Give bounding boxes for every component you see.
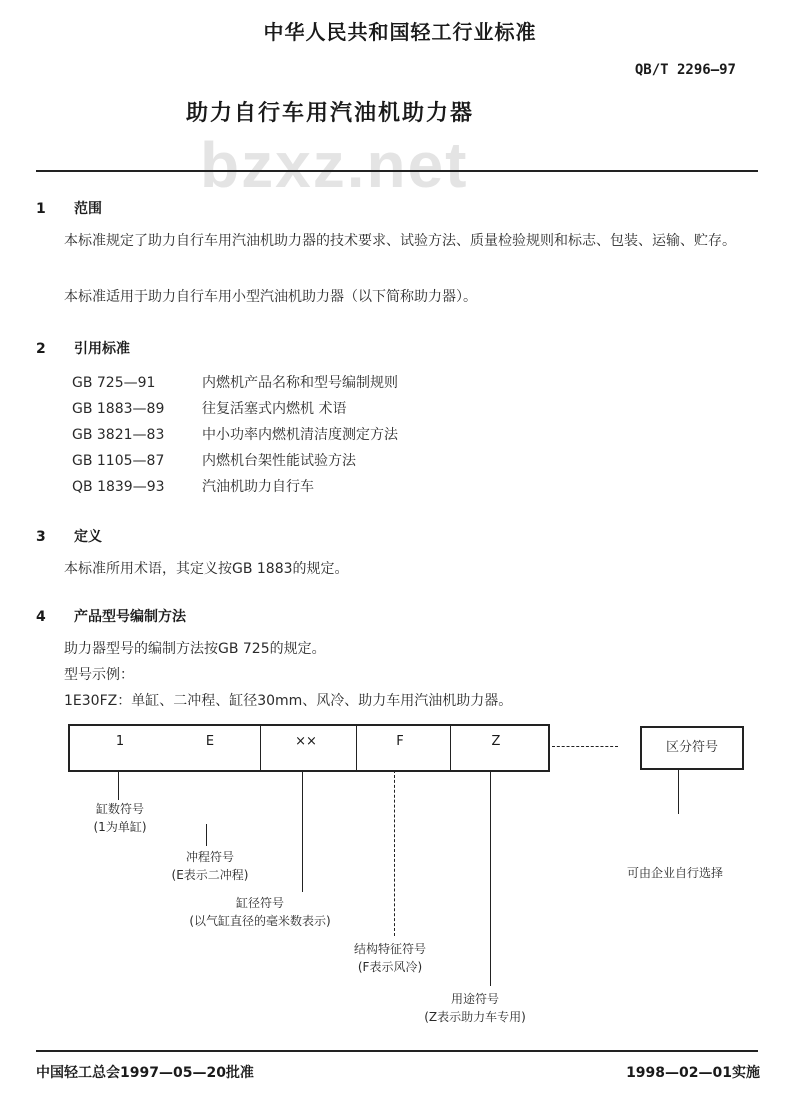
reference-code: QB 1839—93: [72, 479, 165, 495]
section-1-title: 范围: [74, 201, 102, 217]
label-stroke-desc: (E表示二冲程): [171, 868, 249, 882]
section-3-heading: [36, 526, 102, 546]
implementation-date: 1998—02—01实施: [626, 1065, 760, 1081]
cell-divider: [356, 726, 357, 770]
section-3-number: 3: [36, 529, 46, 545]
leader-suffix: [678, 768, 679, 814]
cell-divider: [450, 726, 451, 770]
cell-bore: ××: [295, 734, 317, 749]
label-stroke: [140, 848, 280, 884]
label-cylinder-name: 缸数符号: [95, 802, 144, 816]
suffix-connector: [552, 746, 618, 747]
section-1-number: 1: [36, 201, 46, 217]
reference-row: [72, 424, 398, 444]
approval-date: 中国轻工总会1997—05—20批准: [36, 1065, 254, 1081]
leader-bore: [302, 770, 303, 892]
section-4-heading: [36, 606, 186, 626]
reference-row: [72, 372, 398, 392]
header-rule: [36, 170, 758, 172]
cell-cylinder: 1: [115, 734, 125, 749]
label-usage-desc: (Z表示助力车专用): [424, 1010, 526, 1024]
section-4-line-1: 助力器型号的编制方法按GB 725的规定。: [64, 641, 326, 657]
standard-title: 中华人民共和国轻工行业标准: [263, 20, 537, 44]
watermark: bzxz.net: [200, 129, 469, 201]
section-2-number: 2: [36, 341, 46, 357]
section-4-line-2: 型号示例：: [64, 667, 134, 683]
suffix-box: 区分符号: [640, 726, 744, 770]
cell-divider: [260, 726, 261, 770]
reference-name: 内燃机产品名称和型号编制规则: [202, 375, 398, 391]
section-4-title: 产品型号编制方法: [74, 609, 186, 625]
label-usage-name: 用途符号: [450, 992, 499, 1006]
section-1-para-2: 本标准适用于助力自行车用小型汽油机助力器（以下简称助力器）。: [64, 289, 477, 305]
footer-rule: [36, 1050, 758, 1052]
label-bore: [150, 894, 370, 930]
reference-code: GB 3821—83: [72, 427, 165, 443]
section-4-number: 4: [36, 609, 46, 625]
section-2-title: 引用标准: [74, 341, 130, 357]
label-stroke-name: 冲程符号: [185, 850, 234, 864]
section-1-heading: [36, 198, 102, 218]
reference-name: 内燃机台架性能试验方法: [202, 453, 356, 469]
reference-row: [72, 398, 346, 418]
reference-name: 汽油机助力自行车: [202, 479, 314, 495]
section-2-heading: [36, 338, 130, 358]
cell-stroke: E: [205, 734, 215, 749]
label-structure: [330, 940, 450, 976]
label-structure-name: 结构特征符号: [353, 942, 426, 956]
section-4-line-3: 1E30FZ：单缸、二冲程、缸径30mm、风冷、助力车用汽油机助力器。: [64, 693, 513, 709]
cell-structure: F: [396, 734, 404, 749]
doc-title: 助力自行车用汽油机助力器: [185, 101, 474, 126]
leader-cylinder: [118, 770, 119, 800]
reference-row: [72, 450, 356, 470]
cell-usage: Z: [491, 734, 501, 749]
label-bore-desc: (以气缸直径的毫米数表示): [189, 914, 331, 928]
reference-code: GB 725—91: [72, 375, 156, 391]
label-cylinder: [70, 800, 170, 836]
reference-code: GB 1105—87: [72, 453, 165, 469]
label-structure-desc: (F表示风冷): [357, 960, 423, 974]
reference-code: GB 1883—89: [72, 401, 165, 417]
section-3-title: 定义: [74, 529, 102, 545]
label-suffix-note: 可由企业自行选择: [626, 866, 723, 880]
label-usage: [390, 990, 560, 1026]
section-1-para-1: 本标准规定了助力自行车用汽油机助力器的技术要求、试验方法、质量检验规则和标志、包装、运输、贮存。: [64, 233, 736, 249]
label-cylinder-desc: (1为单缸): [93, 820, 147, 834]
reference-name: 往复活塞式内燃机 术语: [202, 401, 347, 417]
label-bore-name: 缸径符号: [235, 896, 284, 910]
section-3-para: 本标准所用术语，其定义按GB 1883的规定。: [64, 561, 349, 577]
standard-code: QB/T 2296—97: [634, 62, 736, 78]
reference-name: 中小功率内燃机清洁度测定方法: [202, 427, 398, 443]
reference-row: [72, 476, 314, 496]
leader-usage: [490, 770, 491, 986]
leader-stroke: [206, 824, 207, 846]
leader-structure: [394, 770, 395, 936]
